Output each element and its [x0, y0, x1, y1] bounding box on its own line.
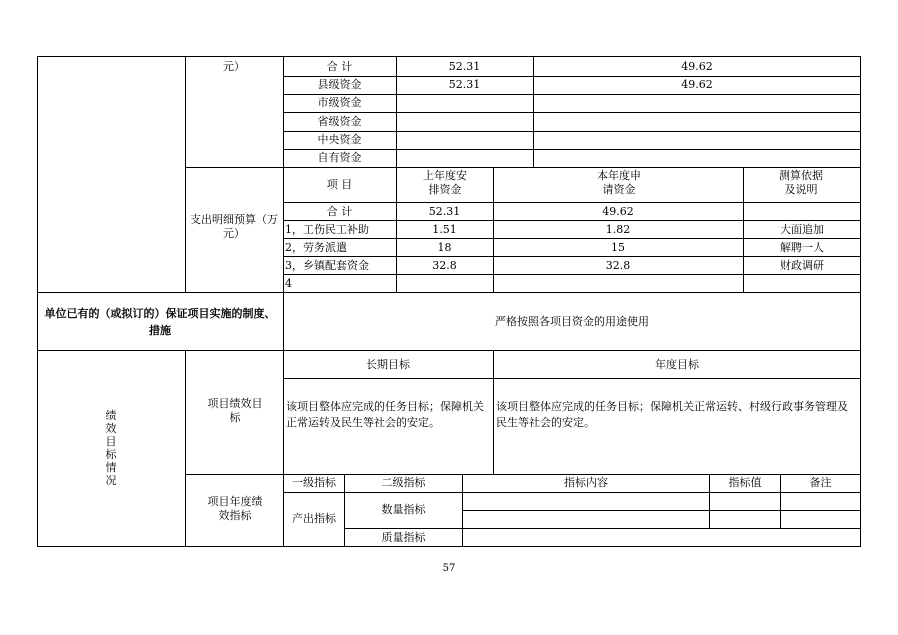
detail-row-prev: 18 — [437, 241, 452, 254]
funding-row-prev: 52.31 — [448, 78, 481, 91]
indicator-header-level1: 一级指标 — [292, 476, 336, 489]
funding-section-label-tail: 元） — [223, 60, 245, 73]
detail-row-basis: 解聘一人 — [780, 241, 824, 254]
detail-row-item: 2，劳务派遣 — [285, 241, 347, 254]
detail-row-item: 3，乡镇配套资金 — [285, 259, 369, 272]
funding-row-label: 市级资金 — [317, 96, 362, 109]
indicator-header-note: 备注 — [809, 476, 832, 489]
indicator-header-level2: 二级指标 — [381, 476, 426, 489]
funding-row-label: 省级资金 — [317, 115, 362, 128]
funding-row-label: 县级资金 — [317, 78, 362, 91]
long-term-text: 该项目整体应完成的任务目标；保障机关正常运转及民生等社会的安定。 — [286, 400, 484, 429]
long-term-header: 长期目标 — [366, 358, 410, 371]
detail-row-item: 合 计 — [326, 205, 353, 218]
funding-row-label: 自有资金 — [317, 151, 362, 164]
detail-row-curr: 15 — [611, 241, 625, 254]
indicator-label: 项目年度绩效指标 — [207, 495, 263, 522]
detail-row-curr: 1.82 — [605, 223, 631, 236]
detail-section-label: 支出明细预算（万元） — [190, 213, 278, 240]
funding-row-prev: 52.31 — [448, 60, 481, 73]
detail-row-prev: 32.8 — [432, 259, 457, 272]
detail-row-curr: 49.62 — [602, 205, 634, 218]
indicator-header-value: 指标值 — [728, 476, 762, 489]
funding-row-label: 中央资金 — [317, 133, 362, 146]
performance-section-label: 绩效目标情况 — [105, 409, 117, 487]
quality-indicator: 质量指标 — [381, 531, 426, 544]
detail-header-item: 项 目 — [326, 178, 353, 191]
quantity-indicator: 数量指标 — [381, 503, 426, 516]
detail-row-basis: 大面追加 — [780, 223, 824, 236]
indicator-header-content: 指标内容 — [564, 476, 608, 489]
detail-row-curr: 32.8 — [605, 259, 631, 272]
detail-row-prev: 1.51 — [432, 223, 457, 236]
annual-text: 该项目整体应完成的任务目标；保障机关正常运转、村级行政事务管理及民生等社会的安定。 — [496, 400, 848, 429]
detail-header-basis: 测算依据及说明 — [779, 169, 823, 196]
output-indicator: 产出指标 — [292, 512, 336, 525]
funding-row-label: 合 计 — [326, 60, 353, 73]
guarantee-label: 单位已有的（或拟订的）保证项目实施的制度、措施 — [44, 307, 276, 337]
detail-row-prev: 52.31 — [428, 205, 461, 218]
annual-header: 年度目标 — [655, 358, 699, 371]
detail-row-item: 1，工伤民工补助 — [285, 223, 369, 236]
detail-row-item: 4 — [285, 277, 292, 290]
detail-row-basis: 财政调研 — [780, 259, 824, 272]
funding-row-curr: 49.62 — [681, 60, 713, 73]
detail-header-prev: 上年度安排资金 — [423, 169, 467, 196]
funding-row-curr: 49.62 — [681, 78, 713, 91]
page-number: 57 — [442, 563, 456, 574]
detail-header-curr: 本年度申请资金 — [597, 169, 641, 196]
guarantee-content: 严格按照各项目资金的用途使用 — [495, 315, 649, 328]
project-goal-label: 项目绩效目标 — [207, 397, 263, 424]
